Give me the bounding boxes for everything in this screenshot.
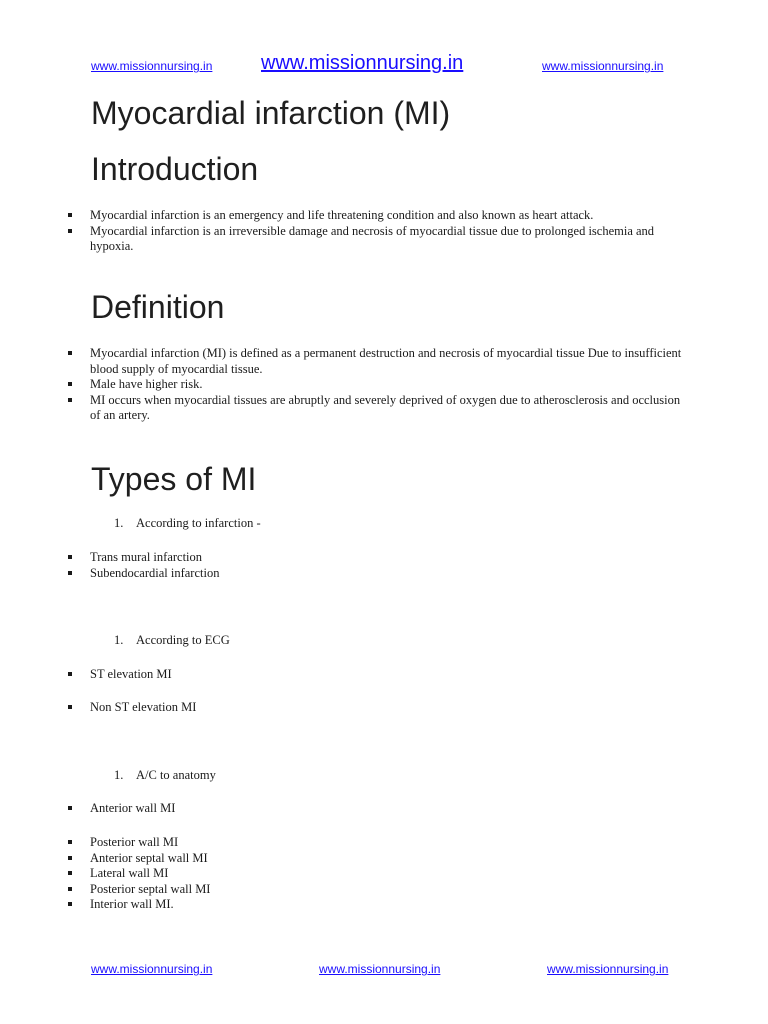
list-item: Interior wall MI.: [66, 897, 686, 913]
header-link-right[interactable]: www.missionnursing.in: [542, 59, 664, 73]
list-item: Myocardial infarction is an emergency and life threatening condition and also known as heart attack.: [66, 208, 686, 224]
list-item: Subendocardial infarction: [66, 566, 686, 582]
list-number: 1.: [114, 633, 124, 647]
page-title: Myocardial infarction (MI): [91, 95, 451, 131]
list-item: Anterior wall MI: [66, 801, 686, 817]
list-number: 1.: [114, 516, 124, 530]
list-item: MI occurs when myocardial tissues are abruptly and severely deprived of oxygen due to atherosclerosis and occlusion of an artery.: [66, 393, 686, 424]
types-group-3-list-b: [66, 835, 686, 913]
definition-heading: Definition: [91, 289, 225, 325]
introduction-heading: Introduction: [91, 151, 259, 187]
list-item: Male have higher risk.: [66, 377, 686, 393]
definition-list: [66, 346, 686, 424]
list-item: Trans mural infarction: [66, 550, 686, 566]
group-label: According to infarction -: [136, 516, 261, 530]
header-link-center[interactable]: www.missionnursing.in: [261, 52, 464, 74]
list-item: Lateral wall MI: [66, 866, 686, 882]
types-heading: Types of MI: [91, 461, 257, 497]
types-group-2-list-a: [66, 667, 686, 683]
list-item: Non ST elevation MI: [66, 700, 686, 716]
footer-link-right[interactable]: www.missionnursing.in: [547, 962, 669, 976]
list-item: ST elevation MI: [66, 667, 686, 683]
group-label: According to ECG: [136, 633, 230, 647]
list-item: Myocardial infarction is an irreversible damage and necrosis of myocardial tissue due to prolonged ischemia and hypoxia.: [66, 224, 686, 255]
list-item: Posterior wall MI: [66, 835, 686, 851]
types-group-2-label: [114, 633, 230, 648]
list-item: Posterior septal wall MI: [66, 882, 686, 898]
types-group-3-label: [114, 768, 216, 783]
types-group-2-list-b: [66, 700, 686, 716]
types-group-1-list: [66, 550, 686, 581]
types-group-1-label: [114, 516, 261, 531]
footer-link-center[interactable]: www.missionnursing.in: [319, 962, 441, 976]
group-label: A/C to anatomy: [136, 768, 216, 782]
introduction-list: [66, 208, 686, 255]
types-group-3-list-a: [66, 801, 686, 817]
header-link-left[interactable]: www.missionnursing.in: [91, 59, 213, 73]
list-item: Myocardial infarction (MI) is defined as a permanent destruction and necrosis of myocardial tissue Due to insufficient blood supply of myocardial tissue.: [66, 346, 686, 377]
footer-link-left[interactable]: www.missionnursing.in: [91, 962, 213, 976]
list-number: 1.: [114, 768, 124, 782]
list-item: Anterior septal wall MI: [66, 851, 686, 867]
